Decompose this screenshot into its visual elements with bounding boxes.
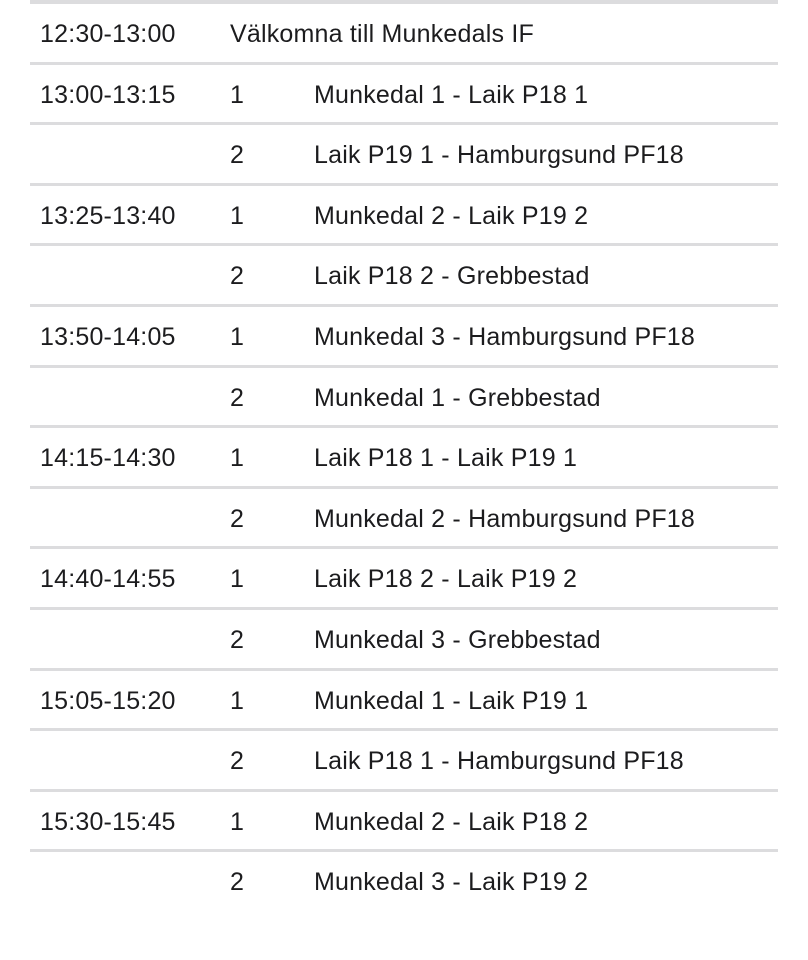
time-cell: 12:30-13:00 <box>40 20 176 48</box>
field-cell: 1 <box>230 201 245 230</box>
table-row <box>0 246 808 307</box>
field-cell: 1 <box>230 80 245 109</box>
schedule-table <box>0 4 808 913</box>
field-cell: 1 <box>230 807 245 836</box>
time-cell: 13:00-13:15 <box>40 80 176 109</box>
field-cell: 2 <box>230 868 245 897</box>
table-row <box>0 65 808 126</box>
match-cell: Munkedal 1 - Laik P19 1 <box>314 686 589 715</box>
field-cell: 1 <box>230 322 245 351</box>
table-row <box>0 852 808 913</box>
match-cell: Munkedal 3 - Grebbestad <box>314 625 601 654</box>
time-cell: 13:25-13:40 <box>40 201 176 230</box>
match-cell: Munkedal 2 - Hamburgsund PF18 <box>314 504 695 533</box>
time-cell: 13:50-14:05 <box>40 322 176 351</box>
match-cell: Munkedal 3 - Hamburgsund PF18 <box>314 322 695 351</box>
table-row <box>0 792 808 853</box>
field-cell: 2 <box>230 141 245 170</box>
welcome-text: Välkomna till Munkedals IF <box>230 20 534 48</box>
time-cell: 14:15-14:30 <box>40 444 176 473</box>
match-cell: Laik P18 2 - Laik P19 2 <box>314 565 578 594</box>
field-cell: 1 <box>230 565 245 594</box>
table-row <box>0 731 808 792</box>
time-cell: 15:30-15:45 <box>40 807 176 836</box>
table-row <box>0 549 808 610</box>
match-cell: Laik P19 1 - Hamburgsund PF18 <box>314 141 684 170</box>
match-cell: Munkedal 2 - Laik P18 2 <box>314 807 589 836</box>
table-row <box>0 368 808 429</box>
field-cell: 1 <box>230 444 245 473</box>
welcome-row <box>0 4 808 65</box>
table-row <box>0 307 808 368</box>
match-cell: Munkedal 1 - Laik P18 1 <box>314 80 589 109</box>
table-row <box>0 186 808 247</box>
match-cell: Laik P18 2 - Grebbestad <box>314 262 590 291</box>
field-cell: 2 <box>230 383 245 412</box>
field-cell: 2 <box>230 504 245 533</box>
field-cell: 2 <box>230 262 245 291</box>
match-cell: Munkedal 2 - Laik P19 2 <box>314 201 589 230</box>
table-row <box>0 610 808 671</box>
time-cell: 15:05-15:20 <box>40 686 176 715</box>
table-row <box>0 489 808 550</box>
table-row <box>0 671 808 732</box>
field-cell: 1 <box>230 686 245 715</box>
match-cell: Munkedal 1 - Grebbestad <box>314 383 601 412</box>
time-cell: 14:40-14:55 <box>40 565 176 594</box>
table-row <box>0 125 808 186</box>
field-cell: 2 <box>230 747 245 776</box>
table-row <box>0 428 808 489</box>
match-cell: Laik P18 1 - Laik P19 1 <box>314 444 578 473</box>
field-cell: 2 <box>230 625 245 654</box>
match-cell: Munkedal 3 - Laik P19 2 <box>314 868 589 897</box>
match-cell: Laik P18 1 - Hamburgsund PF18 <box>314 747 684 776</box>
